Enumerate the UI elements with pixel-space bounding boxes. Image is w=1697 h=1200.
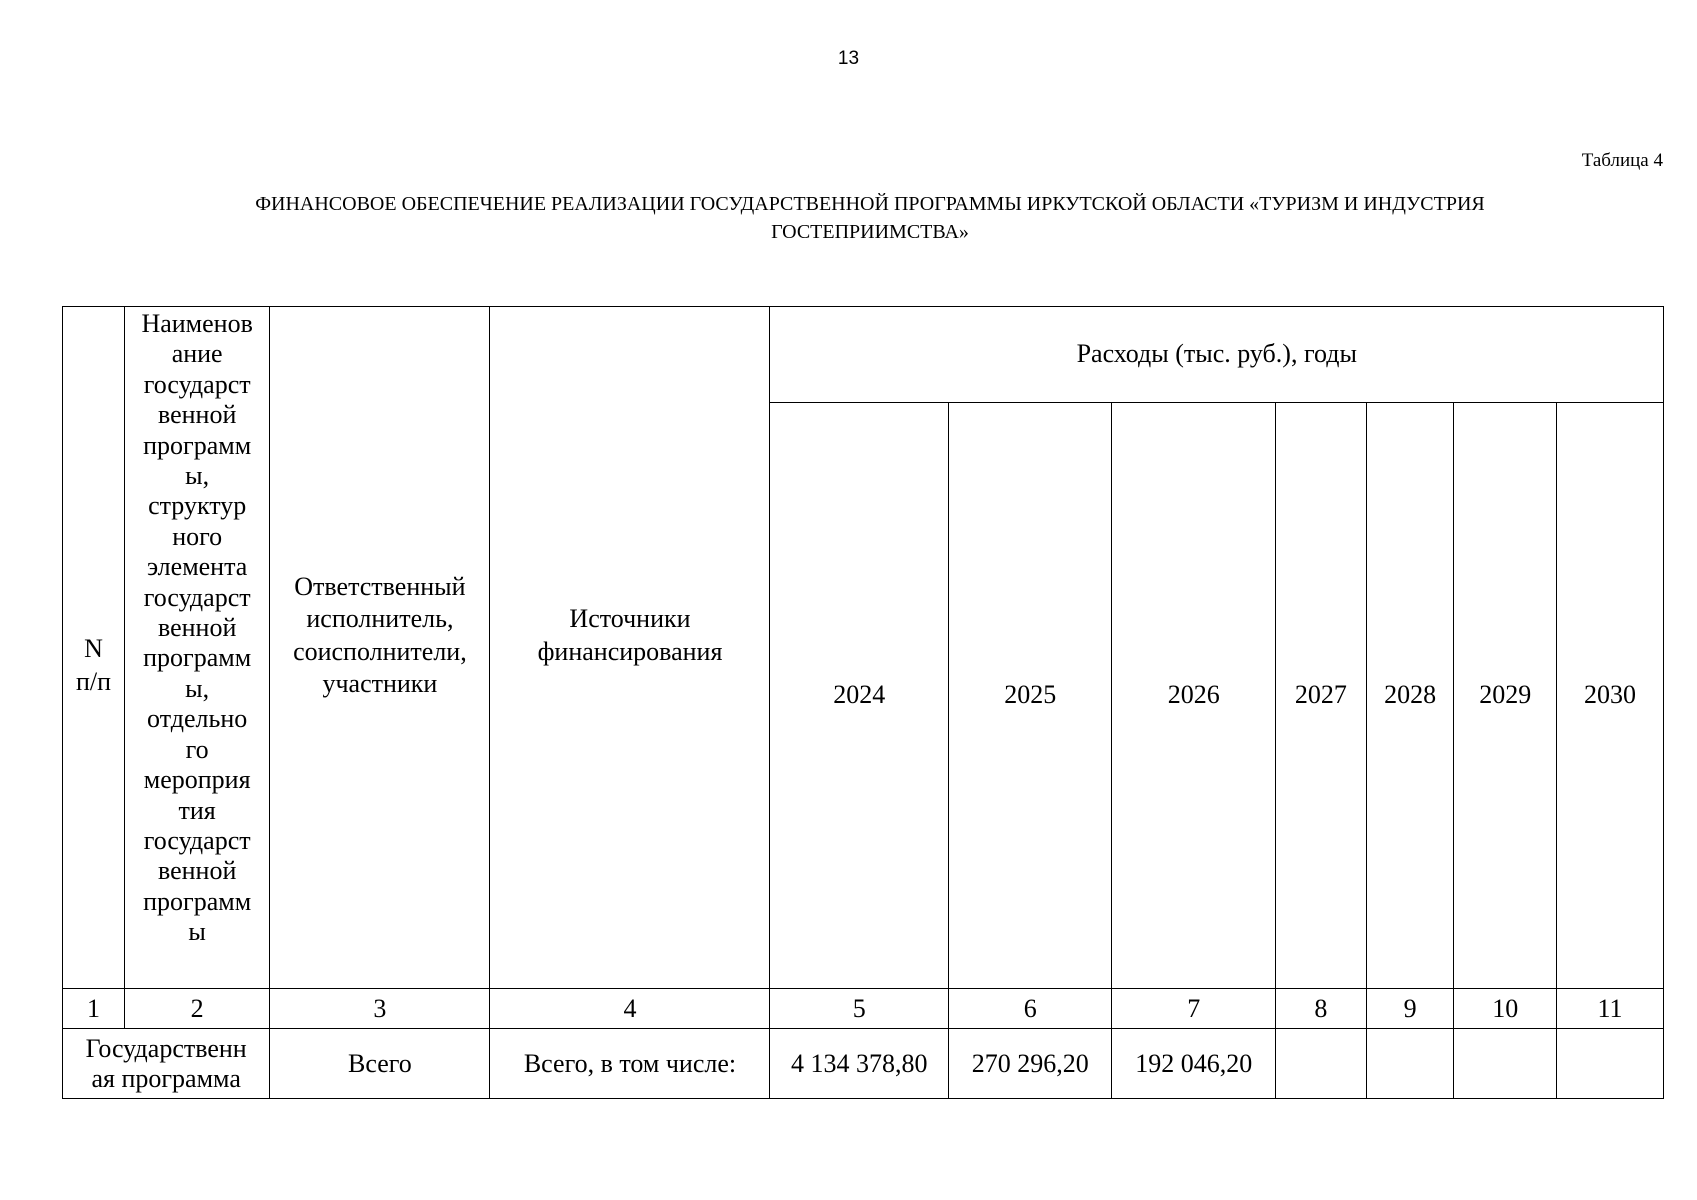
column-number: 6 <box>948 989 1112 1029</box>
row-value <box>1275 1029 1366 1099</box>
header-executor <box>270 307 490 989</box>
column-number: 1 <box>63 989 125 1029</box>
header-executor-line: Ответственный <box>294 571 466 601</box>
column-number: 7 <box>1112 989 1276 1029</box>
row-name <box>63 1029 270 1099</box>
row-source: Всего, в том числе: <box>490 1029 770 1099</box>
header-num <box>63 307 125 989</box>
header-name-line: отдельно <box>147 704 248 734</box>
row-value <box>1366 1029 1454 1099</box>
header-name <box>124 307 269 989</box>
header-name-line: государст <box>143 582 251 612</box>
column-number: 10 <box>1454 989 1557 1029</box>
column-number: 11 <box>1557 989 1664 1029</box>
header-year: 2028 <box>1366 403 1454 989</box>
header-name-line: венной <box>157 613 237 643</box>
header-executor-line: участники <box>322 669 438 698</box>
row-value <box>1557 1029 1664 1099</box>
header-name-line: венной <box>157 400 237 430</box>
column-number: 2 <box>124 989 269 1029</box>
header-name-line: ы <box>188 917 206 947</box>
financing-table <box>62 306 1664 1099</box>
header-name-line: элемента <box>146 552 248 582</box>
header-name-line: программ <box>143 886 252 916</box>
header-name-line: государст <box>143 825 251 855</box>
column-number: 5 <box>770 989 948 1029</box>
header-executor-line: исполнитель, <box>306 604 454 633</box>
header-name-line: ы, <box>185 461 210 491</box>
header-name-line: мероприя <box>143 765 251 795</box>
header-year: 2029 <box>1454 403 1557 989</box>
header-name-line: Наименов <box>141 309 253 338</box>
row-executor: Всего <box>270 1029 490 1099</box>
header-name-line: ы, <box>185 673 210 703</box>
header-name-line: структур <box>148 491 247 521</box>
header-year: 2030 <box>1557 403 1664 989</box>
row-value: 4 134 378,80 <box>770 1029 948 1099</box>
column-number-row <box>63 989 1664 1029</box>
header-sources-line: Источники <box>569 604 691 633</box>
header-year: 2025 <box>948 403 1112 989</box>
header-sources <box>490 307 770 989</box>
row-value <box>1454 1029 1557 1099</box>
header-num-line-1: N <box>84 634 103 663</box>
header-year: 2026 <box>1112 403 1276 989</box>
document-title-line-1: ФИНАНСОВОЕ ОБЕСПЕЧЕНИЕ РЕАЛИЗАЦИИ ГОСУДАРСТВЕННОЙ ПРОГРАММЫ ИРКУТСКОЙ ОБЛАСТИ «ТУРИЗМ И ИНДУСТРИЯ <box>255 193 1485 215</box>
header-sources-line: финансирования <box>537 636 723 666</box>
document-title-line-2: ГОСТЕПРИИМСТВА» <box>771 221 969 243</box>
row-value: 192 046,20 <box>1112 1029 1276 1099</box>
table-row <box>63 1029 1664 1099</box>
header-year: 2024 <box>770 403 948 989</box>
header-row-top <box>63 307 1664 403</box>
header-name-line: тия <box>178 795 216 825</box>
header-name-line: программ <box>143 430 252 460</box>
header-name-line: го <box>185 734 209 764</box>
header-name-line: ного <box>172 521 223 551</box>
column-number: 8 <box>1275 989 1366 1029</box>
column-number: 3 <box>270 989 490 1029</box>
header-num-line-2: п/п <box>75 666 112 696</box>
header-year: 2027 <box>1275 403 1366 989</box>
table-label: Таблица 4 <box>1581 150 1663 171</box>
page-number: 13 <box>837 48 860 69</box>
header-name-line: венной <box>157 856 237 886</box>
column-number: 4 <box>490 989 770 1029</box>
document-title <box>150 190 1590 246</box>
row-value: 270 296,20 <box>948 1029 1112 1099</box>
header-name-line: программ <box>143 643 252 673</box>
row-name-line-1: Государственн <box>85 1033 247 1063</box>
row-name-line-2: ая программа <box>91 1063 241 1093</box>
column-number: 9 <box>1366 989 1454 1029</box>
header-executor-line: соисполнители, <box>293 636 467 666</box>
header-name-line: государст <box>143 369 251 399</box>
header-name-line: ание <box>171 339 223 369</box>
header-expenses: Расходы (тыс. руб.), годы <box>770 307 1664 403</box>
